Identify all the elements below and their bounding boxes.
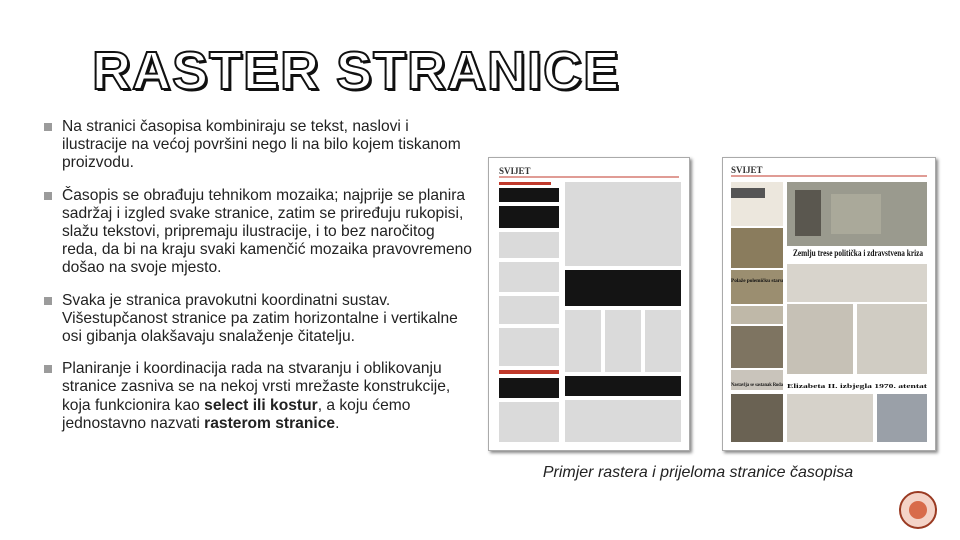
raster-masthead: SVIJET: [499, 166, 531, 176]
newspaper-main-headline: Zemlju trese politička i zdravstvena kriza: [793, 248, 924, 258]
bullet-item: [42, 187, 472, 278]
newspaper-page-svg: [723, 158, 935, 450]
bullet-item: [42, 292, 472, 347]
decorative-circle-inner: [909, 501, 927, 519]
bullet-text: Časopis se obrađuju tehnikom mozaika; najprije se planira sadržaj i izgled svake stranice, zatim se priređuju rukopisi, slažu tekstovi, pripremaju ilustracije, i to bez naročitog reda, da bi na kraju svaki kamenčić mozaika pravovremeno došao na svoje mjesto.: [62, 186, 472, 277]
newspaper-side-headline: Nastavlja se sastanak Roda: [731, 383, 784, 388]
bullet-text-end: .: [335, 414, 340, 432]
raster-grid-svg: [489, 158, 689, 450]
raster-grid-image: [488, 157, 690, 451]
decorative-circle-icon: [899, 491, 937, 529]
bullet-text-start: Planiranje i koordinacija rada na stvaranju i oblikovanju stranice zasniva se na nekoj vrsti mrežaste konstrukcije, koja funkcionira kao: [62, 360, 451, 414]
figure-caption: Primjer rastera i prijeloma stranice časopisa: [542, 464, 854, 481]
slide-title: RASTER STRANICE: [92, 41, 621, 101]
bullet-square-icon: [44, 192, 52, 200]
newspaper-left-headline: Polaže polemičku staru: [731, 279, 784, 284]
bullet-square-icon: [44, 365, 52, 373]
bullet-text: Svaka je stranica pravokutni koordinatni sustav. Višestupčanost stranice pa zatim horizontalne i vertikalne osi gibanja olakšavaju snalaženje čitatelju.: [62, 291, 458, 346]
bullet-bold-term: rasterom stranice: [204, 414, 336, 432]
bullet-square-icon: [44, 297, 52, 305]
bullet-item: [42, 360, 472, 433]
bullet-text: Na stranici časopisa kombiniraju se tekst, naslovi i ilustracije na većoj površini nego li na bilo kojem tiskanom proizvodu.: [62, 118, 461, 172]
newspaper-masthead: SVIJET: [731, 165, 763, 175]
newspaper-page-image: [722, 157, 936, 451]
newspaper-bottom-headline: Elizabeta II. izbjegla 1970. atentat: [787, 384, 928, 390]
bullet-list: [42, 118, 472, 447]
bullet-bold-term: select ili kostur: [204, 396, 318, 414]
bullet-square-icon: [44, 123, 52, 131]
bullet-text-middle: , a koju ćemo jednostavno nazvati: [62, 396, 411, 432]
bullet-item: [42, 118, 472, 173]
